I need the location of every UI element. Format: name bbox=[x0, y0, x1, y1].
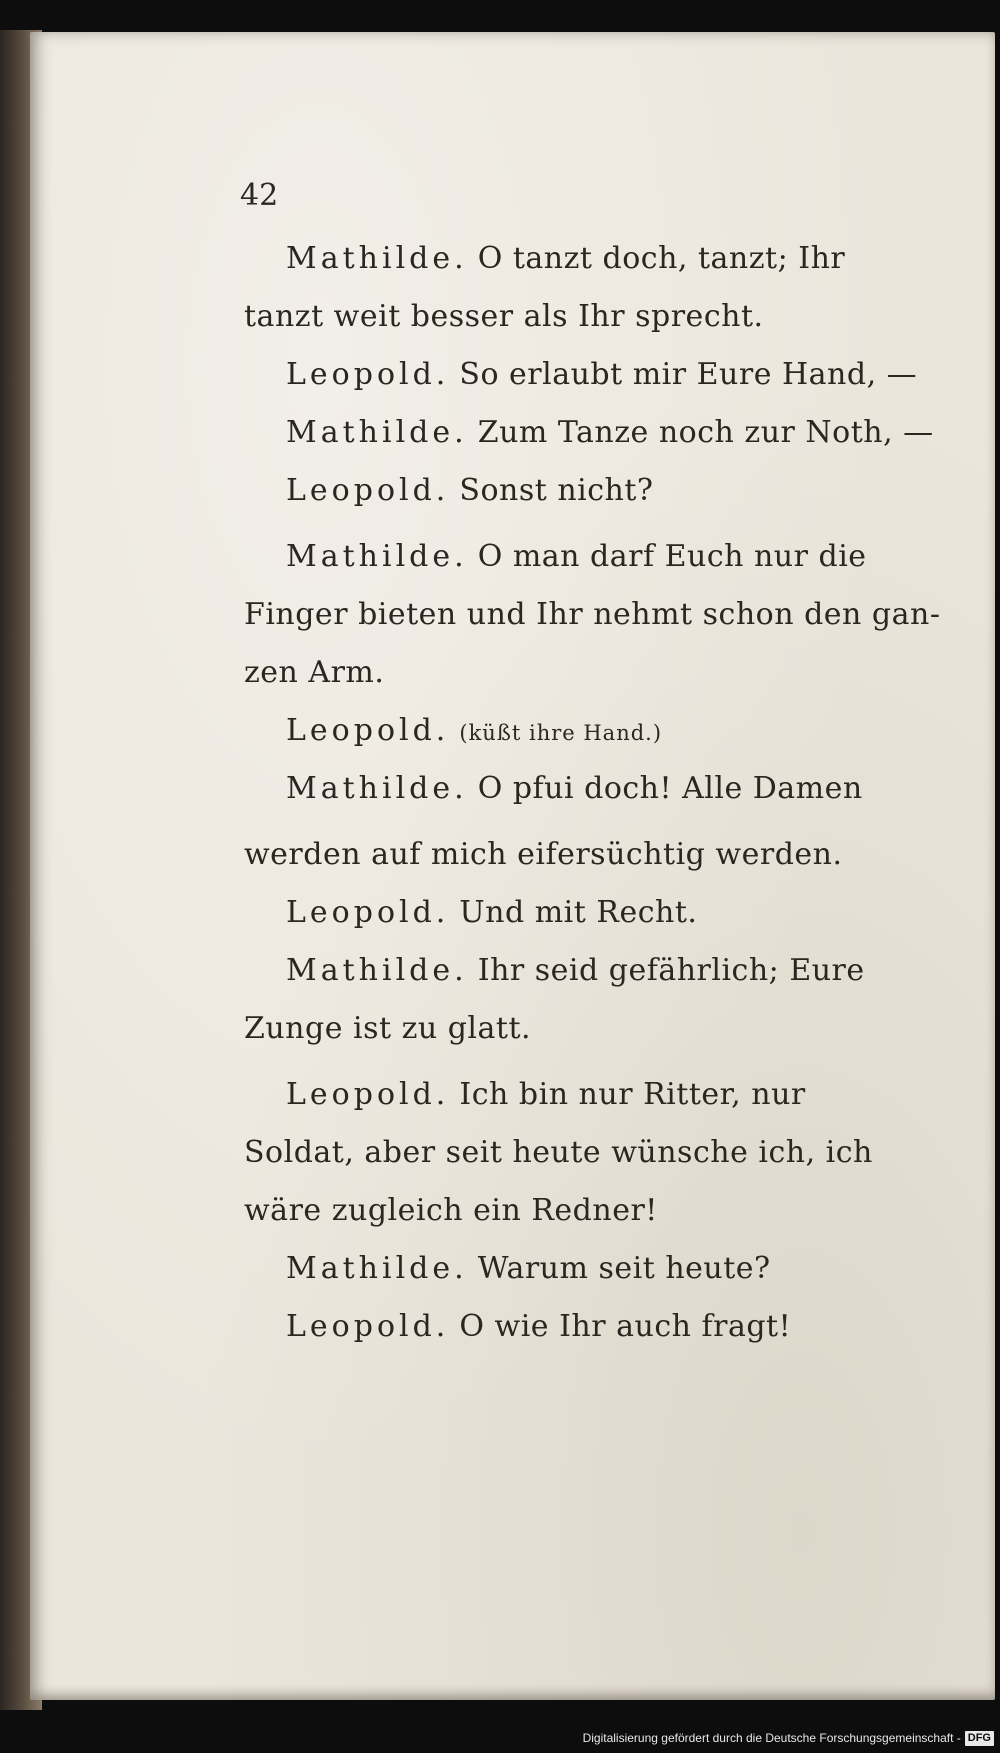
text-line bbox=[244, 884, 859, 942]
line-text: Soldat, aber seit heute wünsche ich, ich bbox=[244, 1135, 873, 1170]
line-text: zen Arm. bbox=[244, 655, 385, 690]
text-line bbox=[244, 346, 918, 404]
speaker-name: Mathilde. bbox=[286, 1251, 468, 1286]
line-text: Zum Tanze noch zur Noth, — bbox=[477, 415, 934, 450]
credit-text: Digitalisierung gefördert durch die Deutsche Forschungsgemeinschaft - bbox=[582, 1731, 961, 1745]
text-line bbox=[244, 586, 941, 644]
line-text: tanzt weit besser als Ihr sprecht. bbox=[244, 299, 764, 334]
text-line bbox=[244, 528, 867, 586]
text-line bbox=[244, 1240, 859, 1298]
text-line bbox=[244, 1124, 873, 1182]
line-text: O tanzt doch, tanzt; Ihr bbox=[477, 241, 846, 276]
speaker-name: Leopold. bbox=[286, 357, 450, 392]
speaker-name: Leopold. bbox=[286, 895, 450, 930]
line-text: Ich bin nur Ritter, nur bbox=[459, 1077, 806, 1112]
speaker-name: Mathilde. bbox=[286, 241, 468, 276]
speaker-name: Leopold. bbox=[286, 473, 450, 508]
speaker-name: Leopold. bbox=[286, 713, 450, 748]
speaker-name: Mathilde. bbox=[286, 539, 468, 574]
dfg-logo: DFG bbox=[965, 1731, 994, 1746]
text-line bbox=[244, 702, 859, 760]
stage-direction: (küßt ihre Hand.) bbox=[459, 721, 663, 745]
line-text: O wie Ihr auch fragt! bbox=[459, 1309, 792, 1344]
text-line bbox=[244, 230, 859, 288]
line-text: O man darf Euch nur die bbox=[477, 539, 867, 574]
dialogue-text bbox=[244, 230, 941, 1356]
speaker-name: Mathilde. bbox=[286, 415, 468, 450]
paragraph-gap bbox=[244, 1058, 859, 1066]
line-text: Zunge ist zu glatt. bbox=[244, 1011, 532, 1046]
speaker-name: Mathilde. bbox=[286, 953, 468, 988]
line-text: Sonst nicht? bbox=[459, 473, 654, 508]
text-line bbox=[244, 404, 934, 462]
digitization-credit bbox=[583, 1725, 994, 1751]
text-line bbox=[244, 1000, 859, 1058]
line-text: wäre zugleich ein Redner! bbox=[244, 1193, 658, 1228]
line-text: So erlaubt mir Eure Hand, — bbox=[459, 357, 918, 392]
text-line bbox=[244, 1066, 859, 1124]
text-line bbox=[244, 462, 859, 520]
text-line bbox=[244, 760, 863, 818]
text-line bbox=[244, 1298, 859, 1356]
line-text: Ihr seid gefährlich; Eure bbox=[477, 953, 865, 988]
page-number: 42 bbox=[240, 178, 279, 213]
text-line bbox=[244, 644, 859, 702]
line-text: O pfui doch! Alle Damen bbox=[477, 771, 863, 806]
text-line bbox=[244, 288, 859, 346]
line-text: Warum seit heute? bbox=[477, 1251, 771, 1286]
speaker-name: Leopold. bbox=[286, 1077, 450, 1112]
text-line bbox=[244, 826, 859, 884]
paragraph-gap bbox=[244, 818, 859, 826]
line-text: Finger bieten und Ihr nehmt schon den gan- bbox=[244, 597, 941, 632]
text-line bbox=[244, 942, 865, 1000]
line-text: Und mit Recht. bbox=[459, 895, 698, 930]
speaker-name: Mathilde. bbox=[286, 771, 468, 806]
paragraph-gap bbox=[244, 520, 859, 528]
text-line bbox=[244, 1182, 859, 1240]
line-text: werden auf mich eifersüchtig werden. bbox=[244, 837, 843, 872]
speaker-name: Leopold. bbox=[286, 1309, 450, 1344]
